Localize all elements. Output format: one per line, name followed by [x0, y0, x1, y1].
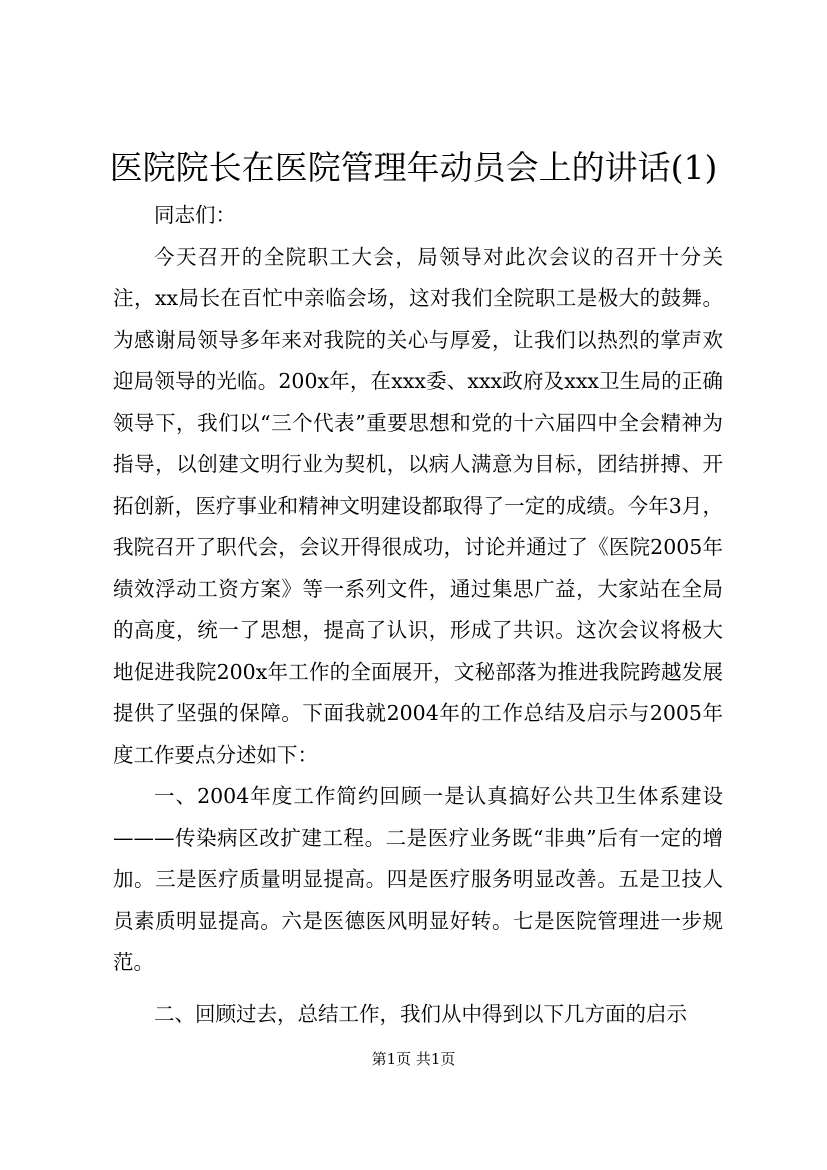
paragraph-intro: 今天召开的全院职工大会，局领导对此次会议的召开十分关注，xx局长在百忙中亲临会场，这对我们全院职工是极大的鼓舞。为感谢局领导多年来对我院的关心与厚爱，让我们以热烈的掌声欢迎局领导的光临。200x年，在xxx委、xxx政府及xxx卫生局的正确领导下，我们以“三个代表”重要思想和党的十六届四中全会精神为指导，以创建文明行业为契机，以病人满意为目标，团结拼搏、开拓创新，医疗事业和精神文明建设都取得了一定的成绩。今年3月，我院召开了职代会，会议开得很成功，讨论并通过了《医院2005年绩效浮动工资方案》等一系列文件，通过集思广益，大家站在全局的高度，统一了思想，提高了认识，形成了共识。这次会议将极大地促进我院200x年工作的全面展开，文秘部落为推进我院跨越发展提供了坚强的保障。下面我就2004年的工作总结及启示与2005年度工作要点分述如下： [113, 244, 723, 767]
document-body [113, 195, 723, 1035]
document-title: 医院院长在医院管理年动员会上的讲话(1) [109, 148, 718, 187]
paragraph-lessons: 二、回顾过去，总结工作，我们从中得到以下几方面的启示 [154, 1001, 687, 1026]
page-footer: 第1页 共1页 [371, 1050, 456, 1068]
salutation: 同志们： [154, 203, 236, 227]
paragraph-review: 一、2004年度工作简约回顾一是认真搞好公共卫生体系建设———传染病区改扩建工程。二是医疗业务既“非典”后有一定的增加。三是医疗质量明显提高。四是医疗服务明显改善。五是卫技人员素质明显提高。六是医德医风明显好转。七是医院管理进一步规范。 [113, 784, 723, 974]
